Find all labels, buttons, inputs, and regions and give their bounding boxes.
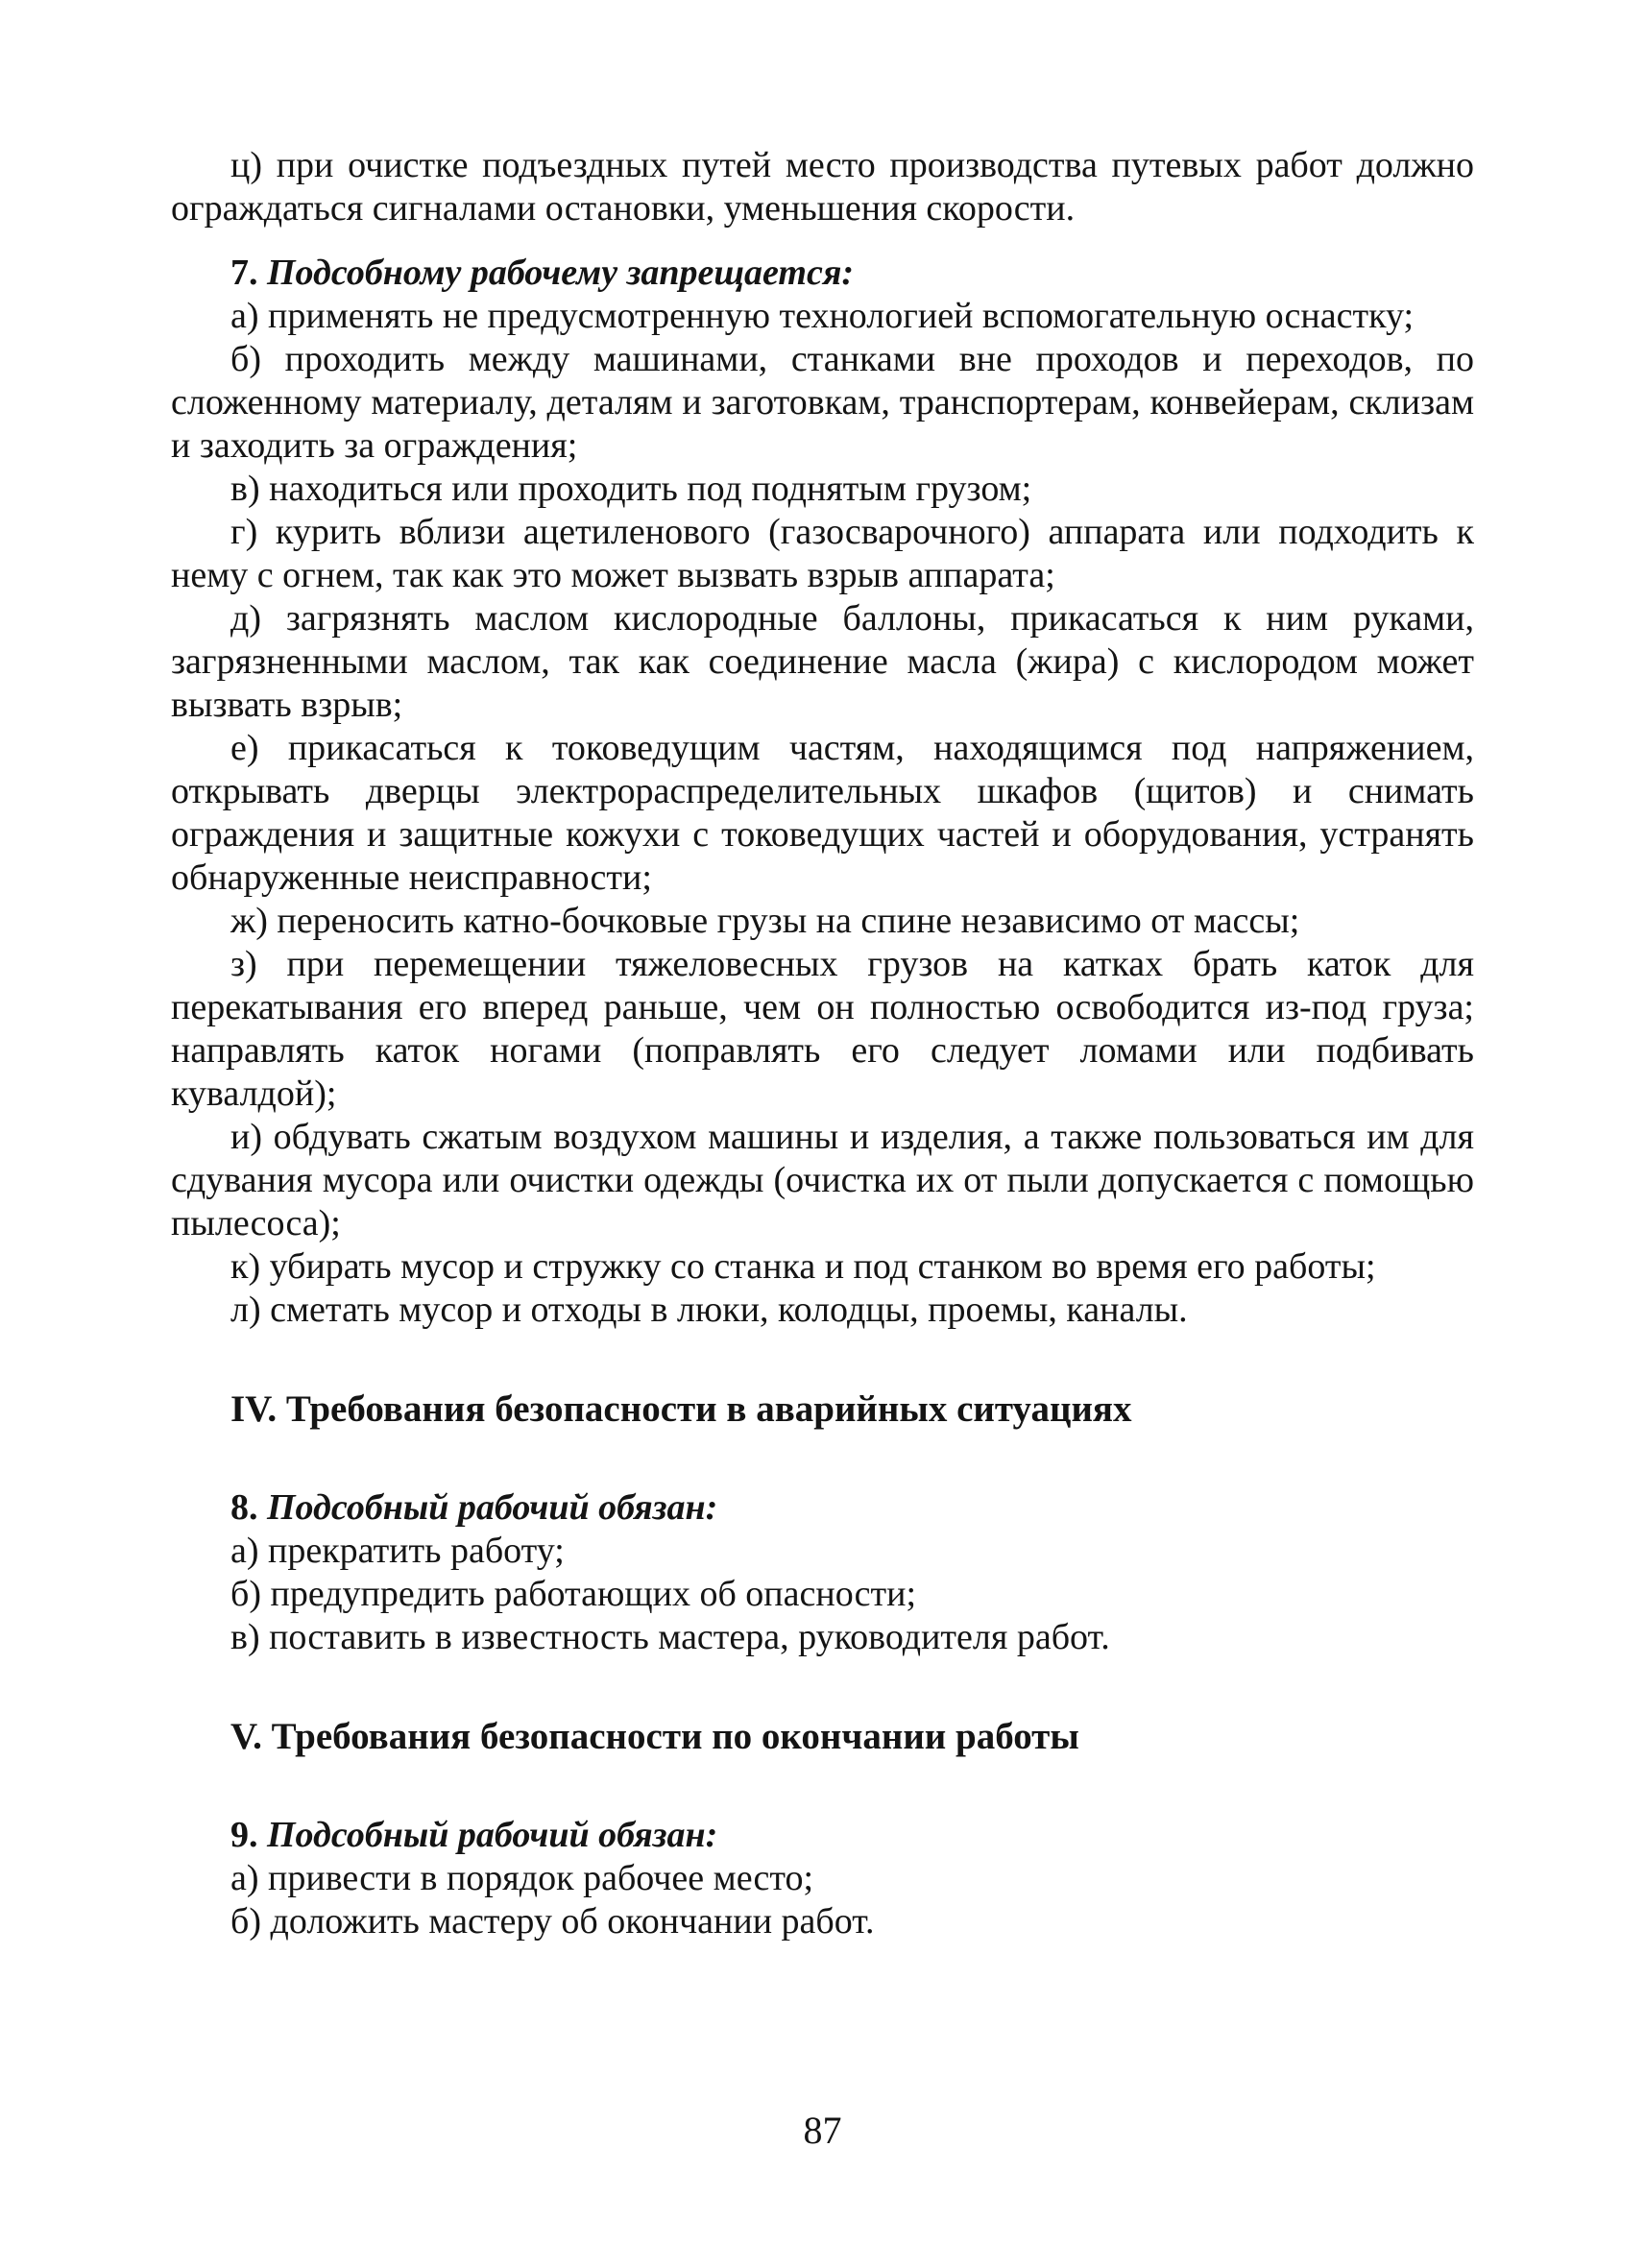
rule-7-item-v: в) находиться или проходить под поднятым грузом; <box>230 469 1032 509</box>
rule-9-item-b: б) доложить мастеру об окончании работ. <box>230 1901 875 1942</box>
rule-7-item-b: б) проходить между машинами, станками вне проходов и переходов, по сложенному материалу, деталям и заготовкам, транспортерам, конвейерам, склизам и заходить за ограждения; <box>171 339 1474 466</box>
rule-7-item-zh: ж) переносить катно-бочковые грузы на спине независимо от массы; <box>230 901 1300 941</box>
rule-7-item-i: и) обдувать сжатым воздухом машины и изделия, а также пользоваться им для сдувания мусора или очистки одежды (очистка их от пыли допускается с помощью пылесоса); <box>171 1117 1474 1243</box>
rule-8-item-a: а) прекратить работу; <box>230 1531 565 1571</box>
rule-9-title: Подсобный рабочий обязан: <box>267 1815 718 1855</box>
rule-9-heading <box>171 1814 1474 1857</box>
paragraph-intro: ц) при очистке подъездных путей место производства путевых работ должно ограждаться сигналами остановки, уменьшения скорости. <box>171 145 1474 229</box>
rule-7-number: 7. <box>230 253 258 293</box>
section-5-heading: V. Требования безопасности по окончании работы <box>230 1716 1079 1757</box>
rule-7-item-z: з) при перемещении тяжеловесных грузов на катках брать каток для перекатывания его вперед раньше, чем он полностью освободится из-под груза; направлять каток ногами (поправлять его следует ломами или подбивать кувалдой); <box>171 944 1474 1114</box>
rule-7-heading <box>171 252 1474 295</box>
section-4-heading: IV. Требования безопасности в аварийных ситуациях <box>230 1388 1132 1430</box>
rule-7-item-g: г) курить вблизи ацетиленового (газосварочного) аппарата или подходить к нему с огнем, так как это может вызвать взрыв аппарата; <box>171 512 1474 595</box>
rule-9-number: 9. <box>230 1815 258 1855</box>
rule-7-title: Подсобному рабочему запрещается: <box>267 253 855 293</box>
rule-7-item-d: д) загрязнять маслом кислородные баллоны, прикасаться к ним руками, загрязненными маслом, так как соединение масла (жира) с кислородом может вызвать взрыв; <box>171 598 1474 725</box>
rule-8-heading <box>171 1486 1474 1530</box>
rule-8-item-v: в) поставить в известность мастера, руководителя работ. <box>230 1617 1110 1657</box>
rule-7-item-k: к) убирать мусор и стружку со станка и под станком во время его работы; <box>230 1246 1376 1287</box>
page-number: 87 <box>803 2109 842 2152</box>
rule-9-item-a: а) привести в порядок рабочее место; <box>230 1858 814 1898</box>
rule-7-item-e: е) прикасаться к токоведущим частям, находящимся под напряжением, открывать дверцы электрораспределительных шкафов (щитов) и снимать ограждения и защитные кожухи с токоведущих частей и оборудования, устранять обнаруженные неисправности; <box>171 728 1474 898</box>
rule-7-item-l: л) сметать мусор и отходы в люки, колодцы, проемы, каналы. <box>230 1290 1188 1330</box>
rule-7-item-a: а) применять не предусмотренную технологией вспомогательную оснастку; <box>230 296 1415 336</box>
rule-8-item-b: б) предупредить работающих об опасности; <box>230 1574 917 1614</box>
rule-8-title: Подсобный рабочий обязан: <box>267 1487 718 1528</box>
rule-8-number: 8. <box>230 1487 258 1528</box>
